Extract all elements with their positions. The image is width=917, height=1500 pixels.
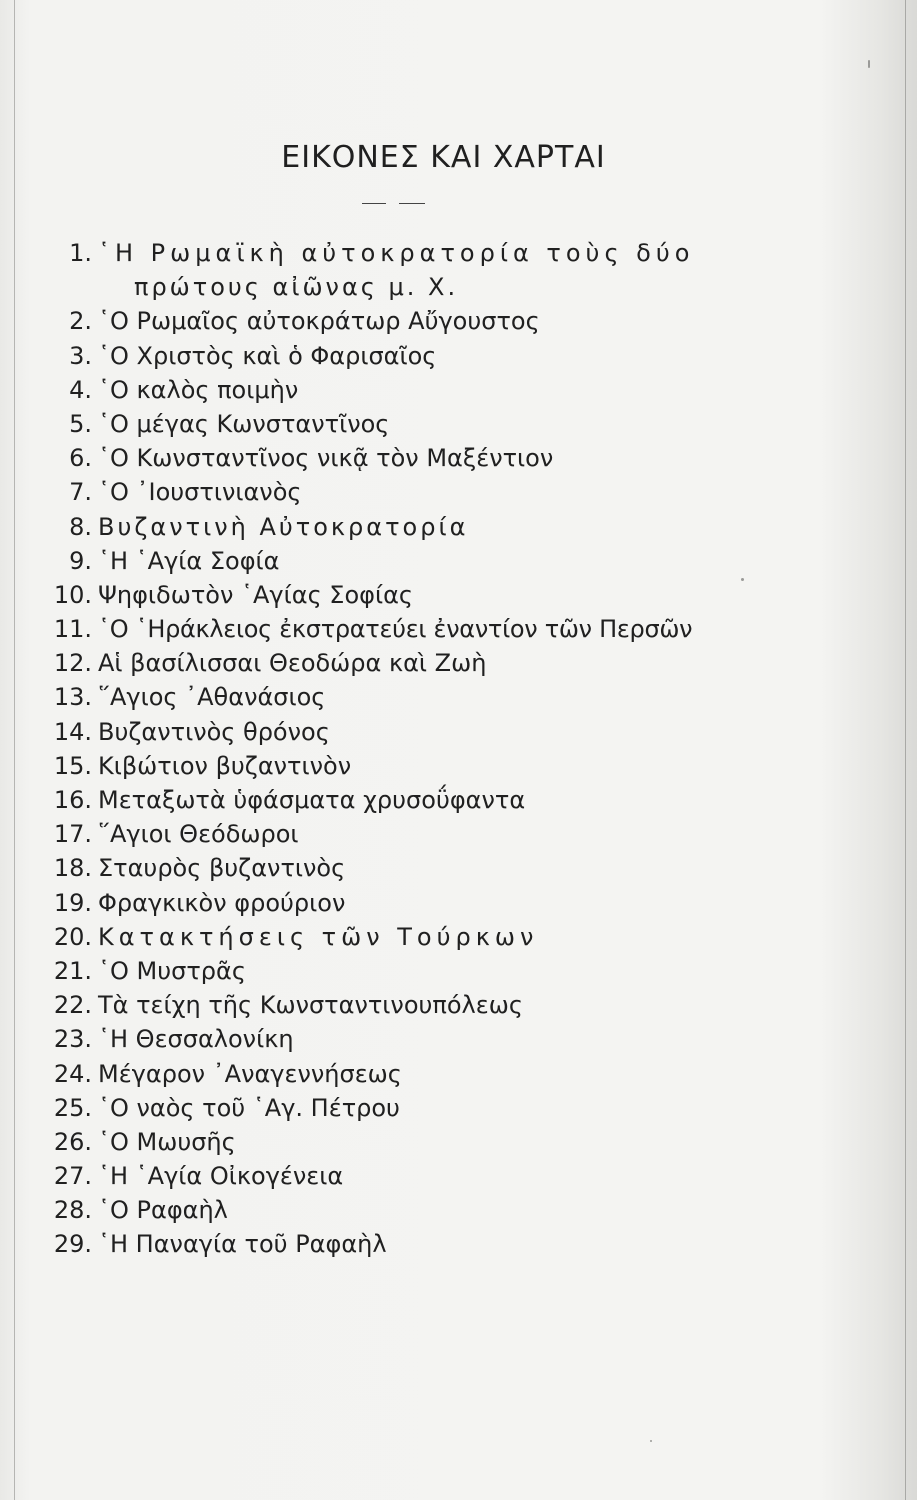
item-number: 16. xyxy=(53,786,92,814)
list-item xyxy=(44,680,864,714)
item-title: ῾Η ῾Αγία Οἰκογένεια xyxy=(98,1162,344,1191)
item-title: ῞Αγιος ᾽Αθανάσιος xyxy=(98,683,326,712)
list-item-continuation xyxy=(44,270,864,304)
item-title: ῾Ο ῾Ηράκλειος ἐκστρατεύει ἐναντίον τῶν Περσῶν xyxy=(98,615,693,644)
item-number: 7. xyxy=(69,478,92,507)
item-title: ῾Ο Ρωμαῖος αὐτοκράτωρ Αὔγουστος xyxy=(98,307,540,336)
item-title: ῾Ο καλὸς ποιμὴν xyxy=(98,375,299,404)
page-outer-edge xyxy=(905,0,906,1500)
list-item xyxy=(44,441,864,475)
item-title: Μέγαρον ᾽Αναγεννήσεως xyxy=(98,1059,402,1088)
list-item xyxy=(44,954,864,988)
item-title-continued: πρώτους αἰῶνας μ. Χ. xyxy=(134,273,459,302)
title-rule-left xyxy=(362,203,386,204)
item-number: 10. xyxy=(53,580,92,609)
item-title: Κατακτήσεις τῶν Τούρκων xyxy=(98,922,539,951)
item-number: 27. xyxy=(53,1162,92,1191)
item-title: ῞Αγιοι Θεόδωροι xyxy=(98,820,299,849)
list-item xyxy=(44,544,864,578)
item-title: Σταυρὸς βυζαντινὸς xyxy=(98,854,346,883)
item-number: 17. xyxy=(53,820,92,849)
list-item xyxy=(44,1193,864,1227)
list-item xyxy=(44,1125,864,1159)
item-number: 12. xyxy=(53,649,92,678)
list-item xyxy=(44,304,864,338)
item-title: ῾Ο Ραφαὴλ xyxy=(98,1196,228,1225)
list-item xyxy=(44,646,864,680)
item-title: Ψηφιδωτὸν ῾Αγίας Σοφίας xyxy=(98,580,413,609)
item-title: Βυζαντινὴ Αὐτοκρατορία xyxy=(98,512,469,541)
list-item xyxy=(44,1227,864,1261)
item-title: Βυζαντινὸς θρόνος xyxy=(98,717,330,746)
item-title: Αἱ βασίλισσαι Θεοδώρα καὶ Ζωὴ xyxy=(98,649,487,678)
page-title: ΕΙΚΟΝΕΣ ΚΑΙ ΧΑΡΤΑΙ xyxy=(281,140,606,175)
item-number: 5. xyxy=(69,409,92,438)
item-number: 28. xyxy=(53,1196,92,1225)
item-title: ῾Ο Μυστρᾶς xyxy=(98,956,246,985)
list-item xyxy=(44,988,864,1022)
item-number: 2. xyxy=(69,307,92,336)
item-number: 25. xyxy=(53,1093,92,1122)
list-item xyxy=(44,339,864,373)
list-item xyxy=(44,407,864,441)
page-binding-edge xyxy=(14,0,15,1500)
title-rule-right xyxy=(399,203,425,204)
paper-speck xyxy=(650,1440,652,1442)
paper-speck xyxy=(868,60,870,68)
list-item xyxy=(44,817,864,851)
item-number: 9. xyxy=(69,546,92,575)
item-number: 8. xyxy=(69,512,92,541)
item-title: ῾Ο Κωνσταντῖνος νικᾷ τὸν Μαξέντιον xyxy=(98,444,554,473)
list-item xyxy=(44,715,864,749)
list-item xyxy=(44,1159,864,1193)
item-number: 21. xyxy=(53,956,92,985)
list-item xyxy=(44,851,864,885)
list-item xyxy=(44,510,864,544)
item-number: 20. xyxy=(53,922,92,951)
item-number: 26. xyxy=(53,1127,92,1156)
item-title: Κιβώτιον βυζαντινὸν xyxy=(98,751,352,780)
item-number: 11. xyxy=(53,615,92,644)
item-title: ῾Η Παναγία τοῦ Ραφαὴλ xyxy=(98,1230,387,1259)
item-number: 14. xyxy=(53,717,92,746)
item-number: 22. xyxy=(53,991,92,1020)
list-item xyxy=(44,1022,864,1056)
item-number: 23. xyxy=(53,1025,92,1054)
list-item xyxy=(44,1091,864,1125)
item-number: 24. xyxy=(53,1059,92,1088)
item-title: ῾Ο Μωυσῆς xyxy=(98,1127,236,1156)
list-item xyxy=(44,1057,864,1091)
list-item xyxy=(44,749,864,783)
item-title: Τὰ τείχη τῆς Κωνσταντινουπόλεως xyxy=(98,991,523,1020)
item-number: 6. xyxy=(69,444,92,473)
list-item xyxy=(44,475,864,509)
list-item xyxy=(44,920,864,954)
list-item xyxy=(44,373,864,407)
list-item xyxy=(44,612,864,646)
item-title: ῾Η Ρωμαϊκὴ αὐτοκρατορία τοὺς δύο xyxy=(98,239,695,267)
item-title: ῾Ο Χριστὸς καὶ ὁ Φαρισαῖος xyxy=(98,341,437,370)
item-title: ῾Ο ᾽Ιουστινιανὸς xyxy=(98,478,302,507)
item-title: ῾Ο ναὸς τοῦ ῾Αγ. Πέτρου xyxy=(98,1093,400,1122)
item-title: ῾Ο μέγας Κωνσταντῖνος xyxy=(98,409,390,438)
item-number: 1. xyxy=(69,239,92,267)
illustrations-list xyxy=(44,236,864,1262)
paper-speck xyxy=(741,578,744,581)
item-title: ῾Η Θεσσαλονίκη xyxy=(98,1025,294,1054)
list-item xyxy=(44,783,864,817)
list-item xyxy=(44,886,864,920)
list-item xyxy=(44,578,864,612)
item-title: Μεταξωτὰ ὑφάσματα χρυσοΰφαντα xyxy=(98,786,526,814)
item-number: 13. xyxy=(53,683,92,712)
item-number: 19. xyxy=(53,888,92,917)
item-title: Φραγκικὸν φρούριον xyxy=(98,888,346,917)
item-number: 4. xyxy=(69,375,92,404)
item-number: 3. xyxy=(69,341,92,370)
item-number: 15. xyxy=(53,751,92,780)
item-number: 18. xyxy=(53,854,92,883)
item-number: 29. xyxy=(53,1230,92,1259)
list-item xyxy=(44,236,864,270)
item-title: ῾Η ῾Αγία Σοφία xyxy=(98,546,280,575)
